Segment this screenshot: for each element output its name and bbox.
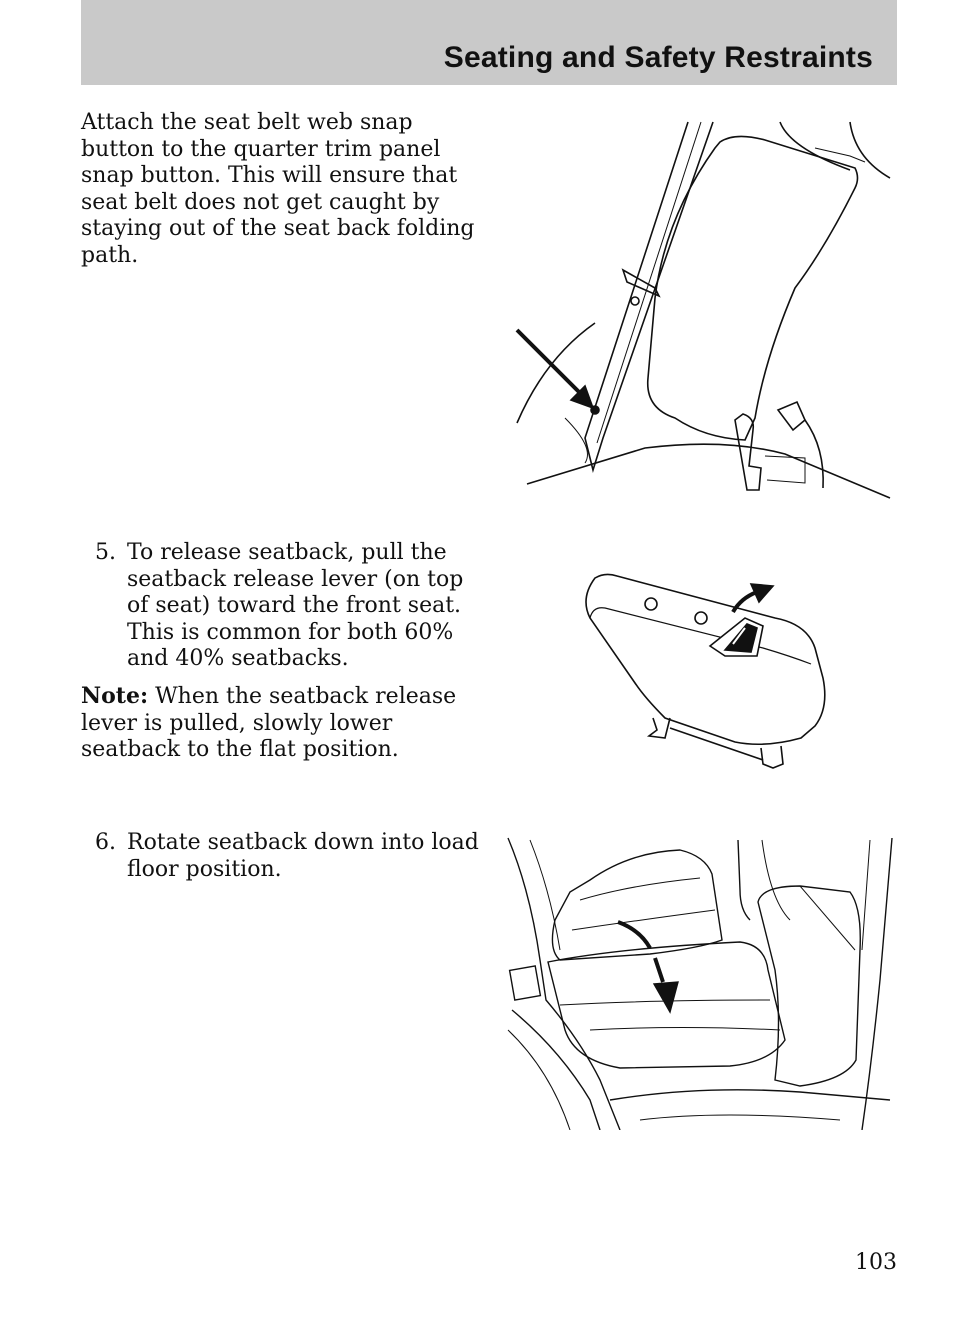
page-title: Seating and Safety Restraints [443, 41, 873, 74]
step-6-number: 6. [95, 830, 116, 855]
note-label: Note: [81, 683, 149, 709]
seatback-fold-illustration [500, 830, 900, 1130]
step-6 [95, 830, 487, 890]
step-5 [95, 540, 487, 680]
intro-paragraph: Attach the seat belt web snap button to the quarter trim panel snap button. This will ensure that seat belt does not get caught by staying out of the seat back folding path. [81, 110, 475, 268]
seatback-release-illustration [575, 568, 835, 778]
note-text: When the seatback release lever is pulled, slowly lower seatback to the flat position. [81, 684, 457, 762]
seatbelt-snap-illustration [505, 118, 895, 503]
step-5-text: To release seatback, pull the seatback release lever (on top of seat) toward the front seat. This is common for both 60% and 40% seatbacks. [127, 540, 464, 671]
header-band [81, 0, 897, 85]
step-5-number: 5. [95, 540, 116, 565]
step-6-text: Rotate seatback down into load floor position. [127, 830, 479, 882]
note-paragraph [81, 683, 481, 764]
page-number: 103 [855, 1250, 897, 1275]
